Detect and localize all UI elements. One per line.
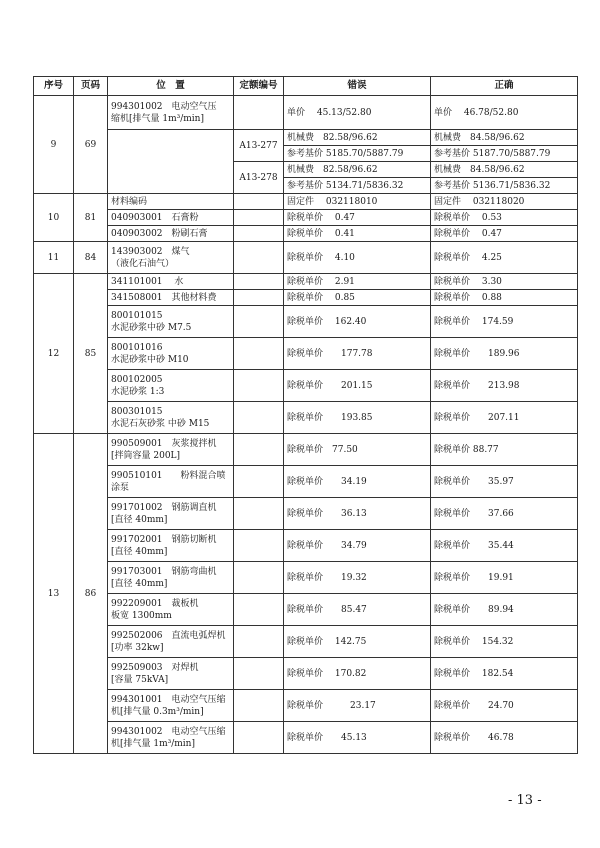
row-position [108,274,234,290]
table-row [34,434,578,466]
row-wrong-value: 除税单价 0.47 [284,210,431,226]
row-wrong-value: 参考基价 5134.71/5836.32 [284,178,431,194]
row-seq: 13 [34,434,74,754]
position-line: 水泥砂浆中砂 M10 [111,354,189,365]
position-line: 040903002 粉刷石膏 [111,228,208,239]
table-row [34,530,578,562]
table-row [34,562,578,594]
row-quota-code [234,338,284,370]
row-correct-value: 除税单价 0.53 [431,210,578,226]
position-line: 水泥砂浆中砂 M7.5 [111,322,192,333]
row-position [108,306,234,338]
row-position [108,658,234,690]
position-line: 994301002 电动空气压 [111,101,217,112]
row-correct-value: 机械费 84.58/96.62 [431,130,578,146]
position-line: [容量 75kVA] [111,674,169,685]
row-correct-value: 单价 46.78/52.80 [431,96,578,130]
row-quota-code [234,562,284,594]
position-line: 涂泵 [111,482,130,493]
row-position [108,466,234,498]
row-position [108,690,234,722]
position-line: [拌筒容量 200L] [111,450,181,461]
row-wrong-value: 除税单价 23.17 [284,690,431,722]
table-row [34,370,578,402]
table-row [34,96,578,130]
position-line: 材料编码 [111,196,148,207]
row-quota-code [234,466,284,498]
row-seq: 10 [34,194,74,242]
position-line: [功率 32kw] [111,642,164,653]
row-wrong-value: 除税单价 2.91 [284,274,431,290]
row-wrong-value: 除税单价 36.13 [284,498,431,530]
table-row [34,306,578,338]
row-correct-value: 除税单价 24.70 [431,690,578,722]
row-position [108,130,234,194]
row-correct-value: 除税单价 35.97 [431,466,578,498]
row-quota-code [234,594,284,626]
row-correct-value: 固定件 032118020 [431,194,578,210]
row-correct-value: 除税单价 37.66 [431,498,578,530]
row-wrong-value: 固定件 032118010 [284,194,431,210]
row-correct-value: 除税单价 0.47 [431,226,578,242]
row-wrong-value: 除税单价 0.41 [284,226,431,242]
table-row [34,594,578,626]
position-line: 800102005 [111,374,163,385]
table-row [34,626,578,658]
row-correct-value: 除税单价 88.77 [431,434,578,466]
table-row [34,290,578,306]
row-correct-value: 参考基价 5136.71/5836.32 [431,178,578,194]
row-wrong-value: 参考基价 5185.70/5887.79 [284,146,431,162]
table-row [34,722,578,754]
row-wrong-value: 除税单价 0.85 [284,290,431,306]
table-row [34,194,578,210]
row-wrong-value: 机械费 82.58/96.62 [284,162,431,178]
row-seq: 12 [34,274,74,434]
table-row [34,210,578,226]
row-wrong-value: 机械费 82.58/96.62 [284,130,431,146]
position-line: （液化石油气） [111,258,175,269]
position-line: 机[排气量 1m³/min] [111,738,195,749]
row-quota-code [234,658,284,690]
row-position [108,530,234,562]
table-row [34,402,578,434]
row-wrong-value: 除税单价 162.40 [284,306,431,338]
row-correct-value: 机械费 84.58/96.62 [431,162,578,178]
row-correct-value: 除税单价 0.88 [431,290,578,306]
table-row [34,226,578,242]
position-line: [直径 40mm] [111,578,168,589]
row-wrong-value: 除税单价 177.78 [284,338,431,370]
row-quota-code [234,290,284,306]
table-row [34,466,578,498]
position-line: 040903001 石膏粉 [111,212,199,223]
table-row [34,274,578,290]
row-wrong-value: 除税单价 34.79 [284,530,431,562]
row-page: 84 [74,242,108,274]
position-line: [直径 40mm] [111,546,168,557]
row-quota-code [234,306,284,338]
row-correct-value: 除税单价 174.59 [431,306,578,338]
position-line: 800101015 [111,310,163,321]
row-wrong-value: 除税单价 142.75 [284,626,431,658]
row-seq: 9 [34,96,74,194]
table-row [34,338,578,370]
position-line: 800101016 [111,342,163,353]
row-correct-value: 除税单价 89.94 [431,594,578,626]
row-quota-code [234,626,284,658]
row-position [108,626,234,658]
row-quota-code [234,96,284,130]
table-row [34,690,578,722]
header-wrong: 错误 [284,77,431,96]
row-wrong-value: 除税单价 19.32 [284,562,431,594]
row-wrong-value: 除税单价 34.19 [284,466,431,498]
row-position [108,210,234,226]
row-quota-code [234,274,284,290]
row-quota-code: A13-277 [234,130,284,162]
position-line: 992502006 直流电弧焊机 [111,630,226,641]
position-line: 991703001 钢筋弯曲机 [111,566,217,577]
header-row [34,77,578,96]
errata-table [33,76,578,754]
position-line: 板宽 1300mm [111,610,172,621]
row-position [108,338,234,370]
position-line: 341101001 水 [111,276,184,287]
row-position [108,96,234,130]
row-correct-value: 除税单价 19.91 [431,562,578,594]
row-quota-code [234,690,284,722]
header-correct: 正确 [431,77,578,96]
row-correct-value: 除税单价 35.44 [431,530,578,562]
row-position [108,370,234,402]
row-quota-code: A13-278 [234,162,284,194]
position-line: 994301002 电动空气压缩 [111,726,226,737]
position-line: 143903002 煤气 [111,246,190,257]
row-page: 86 [74,434,108,754]
row-quota-code [234,498,284,530]
row-quota-code [234,370,284,402]
row-position [108,594,234,626]
header-page: 页码 [74,77,108,96]
position-line: 990509001 灰浆搅拌机 [111,438,217,449]
row-page: 69 [74,96,108,194]
position-line: 341508001 其他材料费 [111,292,217,303]
position-line: 994301001 电动空气压缩 [111,694,226,705]
position-line: 缩机[排气量 1m³/min] [111,113,204,124]
row-correct-value: 除税单价 213.98 [431,370,578,402]
position-line: 机[排气量 0.3m³/min] [111,706,204,717]
row-correct-value: 除税单价 207.11 [431,402,578,434]
row-correct-value: 除税单价 189.96 [431,338,578,370]
row-wrong-value: 除税单价 201.15 [284,370,431,402]
row-correct-value: 除税单价 154.32 [431,626,578,658]
row-position [108,194,234,210]
row-position [108,722,234,754]
row-seq: 11 [34,242,74,274]
position-line: 800301015 [111,406,163,417]
table-row [34,498,578,530]
row-quota-code [234,226,284,242]
position-line: 992509003 对焊机 [111,662,199,673]
position-line: 990510101 粉料混合喷 [111,470,226,481]
position-line: 991701002 钢筋调直机 [111,502,217,513]
position-line: 水泥砂浆 1:3 [111,386,165,397]
row-correct-value: 除税单价 4.25 [431,242,578,274]
row-quota-code [234,530,284,562]
row-wrong-value: 除税单价 170.82 [284,658,431,690]
row-position [108,242,234,274]
row-correct-value: 除税单价 182.54 [431,658,578,690]
row-wrong-value: 除税单价 4.10 [284,242,431,274]
row-position [108,226,234,242]
row-correct-value: 参考基价 5187.70/5887.79 [431,146,578,162]
row-correct-value: 除税单价 46.78 [431,722,578,754]
row-position [108,434,234,466]
position-line: 水泥石灰砂浆 中砂 M15 [111,418,210,429]
header-seq: 序号 [34,77,74,96]
position-line: [直径 40mm] [111,514,168,525]
row-page: 85 [74,274,108,434]
row-position [108,402,234,434]
row-wrong-value: 单价 45.13/52.80 [284,96,431,130]
row-correct-value: 除税单价 3.30 [431,274,578,290]
row-quota-code [234,722,284,754]
row-quota-code [234,242,284,274]
table-row [34,130,578,146]
table-row [34,242,578,274]
page-number: - 13 - [508,793,542,808]
row-quota-code [234,402,284,434]
row-quota-code [234,434,284,466]
row-wrong-value: 除税单价 193.85 [284,402,431,434]
row-page: 81 [74,194,108,242]
header-position: 位 置 [108,77,234,96]
position-line: 992209001 裁板机 [111,598,199,609]
row-wrong-value: 除税单价 45.13 [284,722,431,754]
row-position [108,562,234,594]
row-position [108,290,234,306]
header-quota-code: 定额编号 [234,77,284,96]
row-position [108,498,234,530]
table-row [34,658,578,690]
position-line: 991702001 钢筋切断机 [111,534,217,545]
row-quota-code [234,210,284,226]
row-wrong-value: 除税单价 77.50 [284,434,431,466]
row-quota-code [234,194,284,210]
row-wrong-value: 除税单价 85.47 [284,594,431,626]
